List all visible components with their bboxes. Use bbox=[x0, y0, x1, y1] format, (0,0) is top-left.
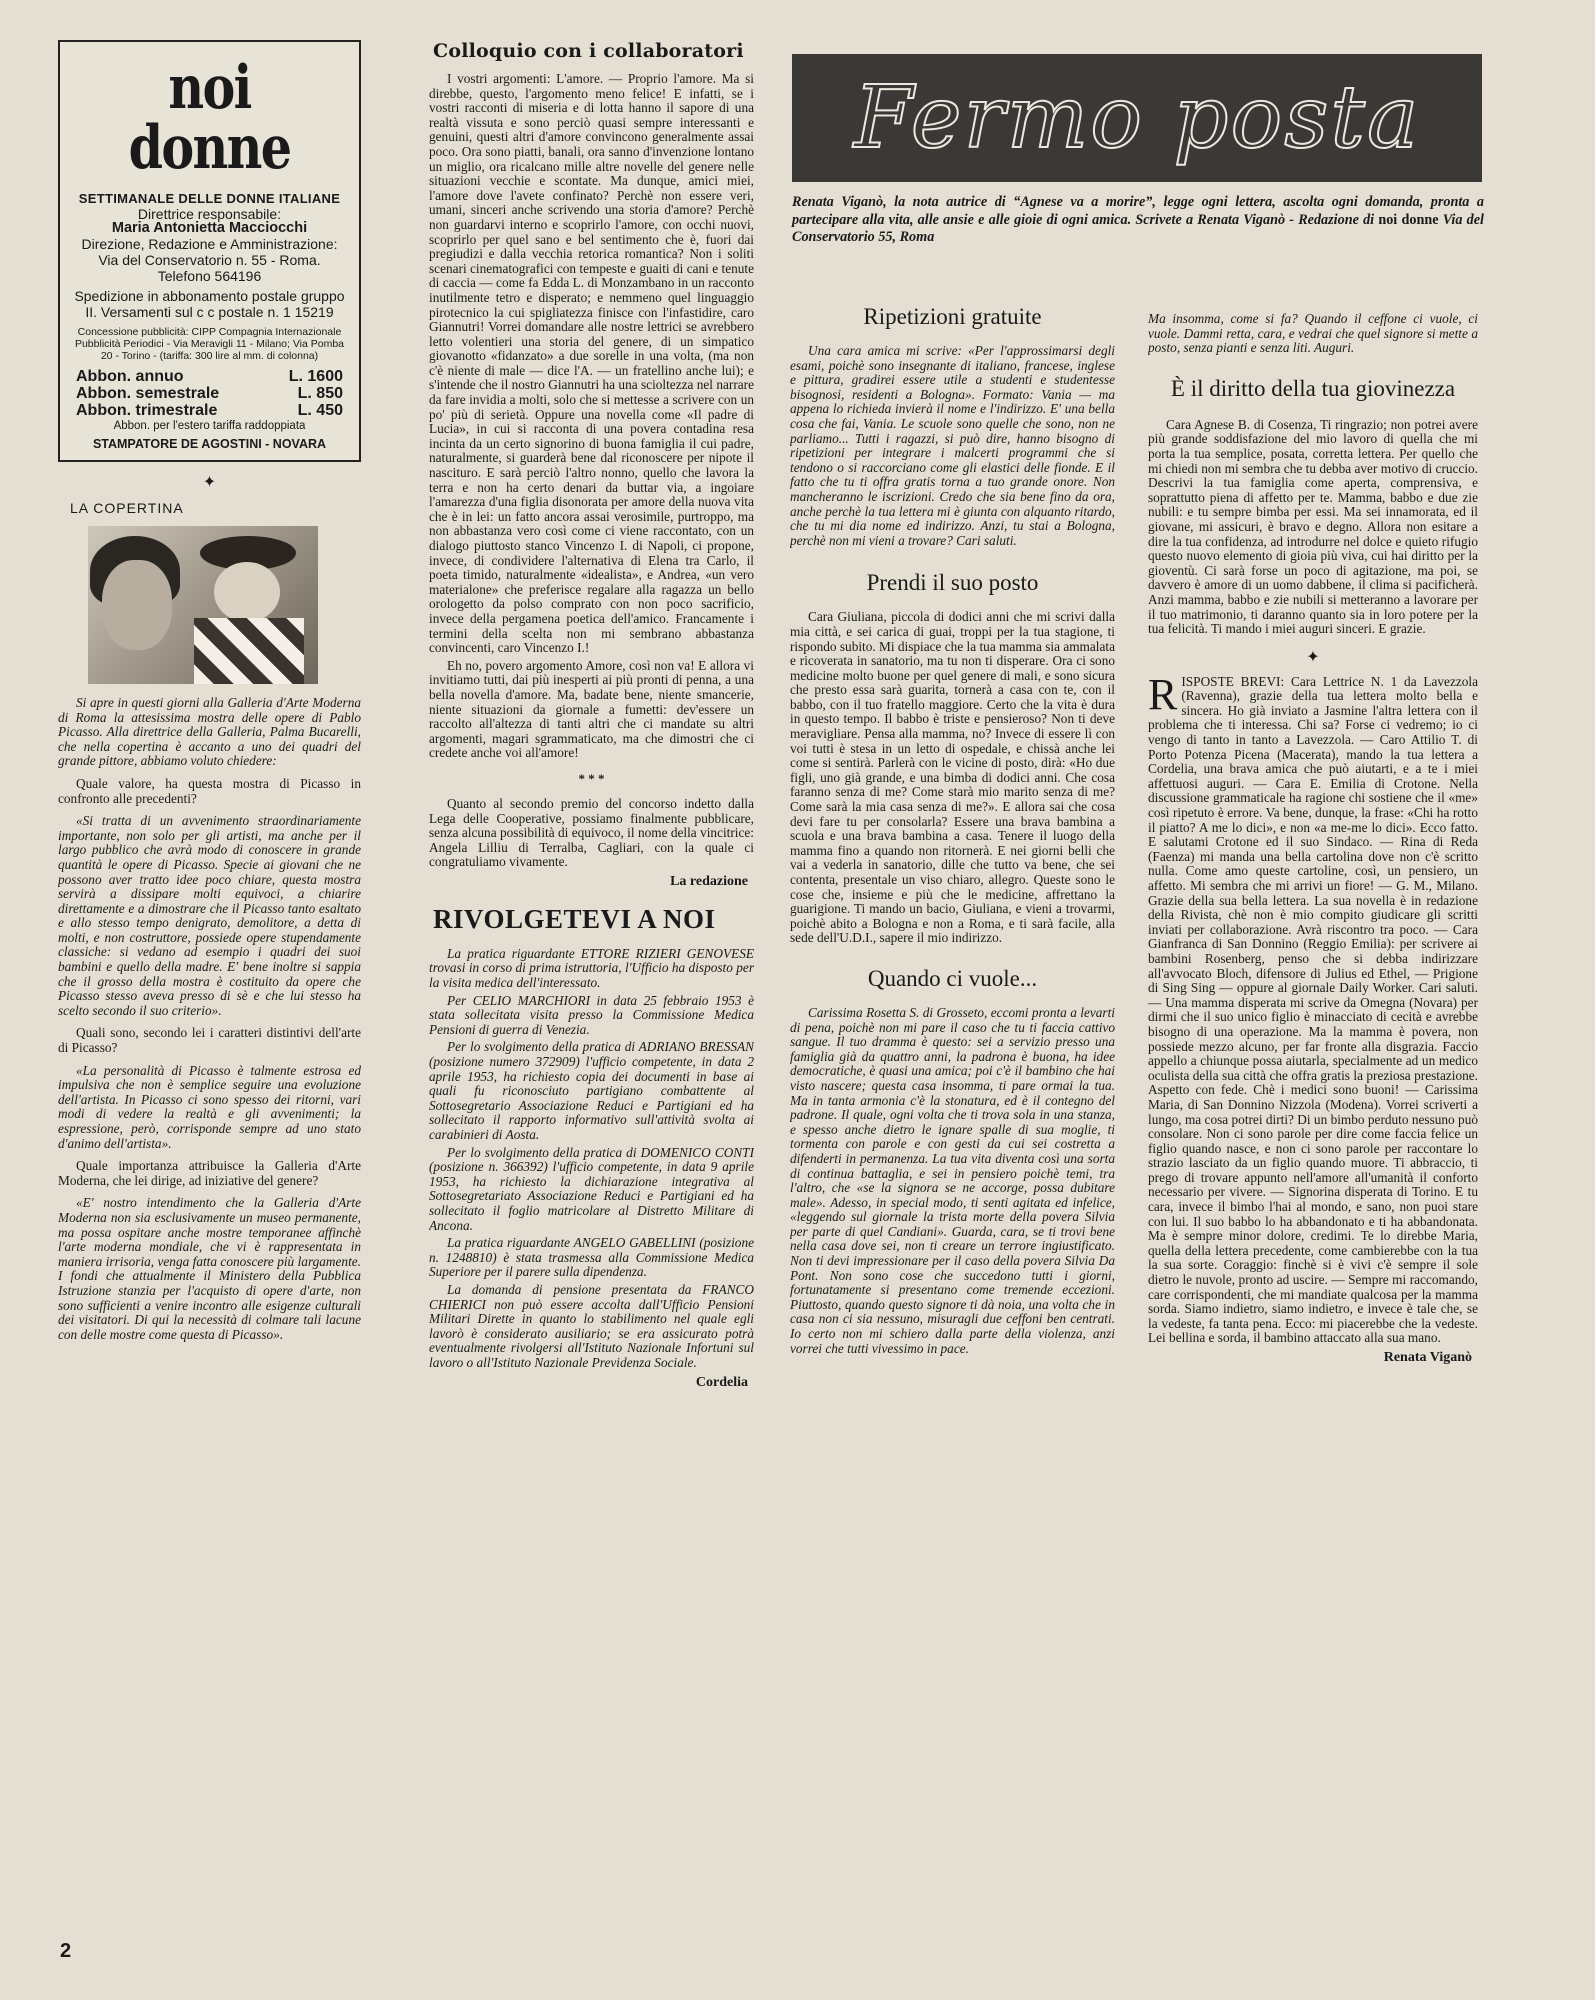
risposte-brevi: RISPOSTE BREVI: Cara Lettrice N. 1 da Lavezzola (Ravenna), grazie della tua lettera molto bella e sincera. Ho già inviato a Jasmine l'altra lettera con il problema che ti interessa. Chi sa? Forse ci vedremo; io ci vengo di tanto in tanto a Lavezzola. — Caro Attilio T. di Porto Potenza Picena (Macerata), mando la tua lettera a Cordelia, una brava amica che può aiutarti, e a te i miei affettuosi auguri. — Cara E. Emilia di Crotone. Nella discussione grammaticale ha ragione chi sostiene che il «me» così ripetuto è errore. Va bene, dunque, la frase: «Chi ha rotto il piatto? A me lo dici», e non «a me-me lo dici». Ecco fatto. E salutami Crotone ed il suo Sindaco. — Rina di Reda (Faenza) mi manda una bella cartolina dove non c'è scritto nulla. Come amo queste cartoline, così, un pensiero, un affetto. Mi sembra che mi arrivi un fiore! — G. M., Milano. Grazie della sua bella lettera. La sua novella è in redazione della Rivista, chè non è mio compito giudicare gli scritti inviati per collaborazione. Avrà riscontro tra poco. — Cara Gianfranca di San Donnino (Reggio Emilia): per scrivere ai bambini Rosenberg, penso che si debba indirizzare all'avvocato Bloch, difensore di Julius ed Ethel, — Prigione di Sing Sing — oppure al giornale Daily Worker. Cari saluti. — Una mamma disperata mi scrive da Omegna (Novara) per dirmi che il suo unico figlio è minacciato di cecità e avrebbe bisogno di una operazione. Ma la mamma è povera, non possiede mezzo alcuno, per far fronte alla disgrazia. Faccio appello a chiunque possa aiutarla, specialmente ad un medico oculista della sua città che offra gratis la preziosa prestazione. Aspetto con fede. Chè i medici sono buoni! — Carissima Maria, di San Donnino Nizzola (Modena). Vorrei scriverti a lungo, ma cosa potrei dirti? Di un bimbo perduto nessuno può consolare. Non ci sono parole per dire come faccia felice un figlio quando nasce, e non ci sono parole per raccontare lo strazio lasciato da un figlio quando muore. Ti abbraccio, ti prego di trovare appunto nell'amore all'umanità il conforto necessario per vivere. — Signorina disperata di Torino. E tu cara, invece il bimbo l'hai al mondo, e sano, non puoi stare con lui. Il suo babbo lo ha abbandonato e ti ha abbandonata. Ma è sempre minor dolore, credimi. Te lo direbbe Maria, quella della lettera precedente, come cambierebbe con la tua la sua sorte. Coraggio: finchè si è vivi c'è sempre il sole dietro le nuvole, pronto ad uscire. — Sempre mi raccomando, care corrispondenti, che mi mandiate qualcosa per la mamma sorda. Siamo indietro, siamo indietro, e invece è tale che, se la vedeste, fa tanta pena. Ecco: mi piacerebbe che la vedeste. Lei bellina e sorda, il bambino attaccato alla sua mano. bbox=[1148, 669, 1478, 1346]
interview-question: Quale importanza attribuisce la Galleria d'Arte Moderna, che lei dirige, ad iniziative del genere? bbox=[58, 1158, 361, 1188]
drop-cap: R bbox=[1148, 669, 1178, 719]
separator-stars: * * * bbox=[578, 770, 605, 786]
column-1 bbox=[58, 40, 361, 1930]
interview-intro: Si apre in questi giorni alla Galleria d'Arte Moderna di Roma la attesissima mostra delle opere di Pablo Picasso. Alla direttrice della Galleria, Palma Bucarelli, che nella copertina è accanto a uno dei quadri del grande pittore, abbiamo voluto chiedere: bbox=[58, 694, 361, 769]
magazine-page bbox=[55, 40, 1485, 1970]
letter-reply: Una cara amica mi scrive: «Per l'approssimarsi degli esami, poichè sono insegnante di italiano, francese, inglese e pittura, gradirei essere utile a studenti e studentesse bisognosi, residenti a Bologna». Formato: Vania — ma appena lo richieda invierà il nome e l'indirizzo. E' una bella cosa che fai, Vania. Le scuole sono quelle che sono, non ne parliamo... Tutti i ragazzi, si può dire, hanno bisogno di ripetizioni per integrare i malcerti programmi che si tendono o si raccorciano come gli elastici delle fionde. E il fatto che tu ti offra gratis torna a tuo grande onore. Non mancheranno le iscrizioni. Credo che sia bene fino da ora, anche perchè la tua lettera mi è giunta con alquanto ritardo, che tu mi dia nome ed indirizzo. Anzi, tu stai a Bologna, perchè non mi vieni a trovare? Cari saluti. bbox=[790, 343, 1115, 548]
signature: Cordelia bbox=[695, 1374, 748, 1390]
banner-title: Fermo posta bbox=[853, 68, 1421, 168]
article-paragraph: I vostri argomenti: L'amore. — Proprio l'amore. Ma si direbbe, questo, l'argomento meno felice! E infatti, se i vostri racconti di miseria e di lotta hanno il sapore di una realtà vissuta e sono perciò quasi sempre interessanti e genuini, questi altri d'amore convincono generalmente assai poco. Ora sono piatti, banali, ora sanno d'invenzione lontano un miglio, ora ricalcano mille altre novelle del genere nelle situazioni vecchie e scontate. Ma dunque, amici miei, l'amore dove l'avete confinato? Perchè non essere veri, umani, sinceri anche scrivendo una storia d'amore? Perchè non guardarvi interno e scoprirlo l'amore, con occhi nuovi, scoprirlo per quel sano e bel sentimento che è, fuori dai pregiudizi e dalla vecchia retorica romantica? Non i soliti scenari cinematografici con tempeste e guaiti di cani e tenute di caccia — come fa Edda L. di Monzambano in un racconto inutilmente tetro e disperato; e nemmeno quel linguaggio pirotecnico la cui spigliatezza finisce con l'infastidire, caro Giannutri! Vorrei domandare alle nostre lettrici se avrebbero letto volentieri una storia del genere, di un simpatico giovanotto «fidanzato» a due sorelle in una volta, (ma non c'è niente di male — dice l'A. — un fratellino anche lui); e s'intende che il nostro Giannutri ha una scioltezza nel narrare da fare invidia a molti, solo che si mettesse a scrivere con un po' più di serietà. Oppure una novella come «Il padre di Lucia», in cui si racconta di una povera contadina resa incinta da un certo signorino di buona famiglia il cui padre, naturalmente, si guarderà bene dal riconoscere per nipote il nascituro. E sarà perciò l'altro nonno, quello che lavora la terra e non ha certo denari da buttar via, a ingoiare l'amarezza d'una figlia disonorata per amore della nuova vita che è in lei: un fatto ancora assai verosimile, purtroppo, ma non abbastanza vero così come ci viene raccontato, con un dialogo piuttosto stanco Vincenzo I. di Napoli, ci propone, invece, di condividere l'alternativa di Elena tra Carlo, il poeta timido, naturalmente «idealista», e Andrea, «un vero materialone» che preferisce regalare alla ragazza un bello orologetto da polso comprato con non poco sacrificio, invece della pergamena poetica dell'amico. Francamente i termini della scelta non mi sembrano abbastanza convincenti, caro Vincenzo I.! bbox=[429, 71, 754, 656]
masthead-box bbox=[58, 40, 361, 462]
abbon-row: Abbon. annuo L. 1600 bbox=[76, 367, 343, 385]
article-paragraph: Eh no, povero argomento Amore, così non va! E allora vi invitiamo tutti, dai più inesperti ai più pronti di penna, a una bella novella d'amore. Ma, badate bene, niente smancerie, niente situazioni da giornale a fumetti: dev'essere un raccolto all'altezza di tanti altri che ci mandate su altri argomenti, magari sgrammaticato, ma che dimostri che ci credete anche voi all'amore! bbox=[429, 657, 754, 761]
rivolgetevi-title: RIVOLGETEVI A NOI bbox=[433, 903, 716, 934]
letter-reply: Carissima Rosetta S. di Grosseto, eccomi pronta a levarti di pena, poichè non mi pare il caso che tu ti faccia cattivo sangue. Il tuo dramma è questo: sei a servizio presso una famiglia già da quattro anni, la padrona è buona, ha idee democratiche, è quasi una amica; poi c'è il bambino che hai visto nascere; questa casa insomma, ti pare ormai la tua. Ma in tanta armonia c'è la stonatura, ed è il contegno del padrone. Il quale, ogni volta che ti trova sola in una stanza, e spesso anche dietro le ignare spalle di sua moglie, ti tormenta con parole e con gesti da cui sei costretta a difenderti in permanenza. La tua vita diventa così una sorta di continua battaglia, e sei in pensiero poichè temi, tra l'altro, che «se la signora se ne accorge, possa dubitare male». Adesso, in special modo, ti senti agitata ed infelice, «leggendo sul giornale la trista morte della povera Silvia per parte di quel Candiani». Guarda, cara, se ti trovi bene nella casa dove sei, non ti creare un terrore ingiustificato. Non ti devi impressionare per il caso della povera Silvia Da Pont. Non sono cose che succedono tutti i giorni, fortunatamente si presentano come tremende eccezioni. Piuttosto, quando questo signore ti dà noia, una volta che in casa non ci sia nessuno, misuragli due ceffoni ben centrati. Io certo non mi schiero dalla parte della violenza, anzi vorrei che tutti vivessimo in pace. bbox=[790, 1004, 1115, 1356]
notice-paragraph: Per CELIO MARCHIORI in data 25 febbraio 1953 è stata sollecitata visita presso la Commissione Medica Pensioni di guerra di Venezia. bbox=[429, 992, 754, 1037]
column-3 bbox=[790, 292, 1115, 1932]
abbon-row: Abbon. trimestrale L. 450 bbox=[76, 401, 343, 419]
signature: Renata Viganò bbox=[1383, 1350, 1472, 1365]
interview-question: Quali sono, secondo lei i caratteri distintivi dell'arte di Picasso? bbox=[58, 1025, 361, 1056]
separator-ornament: ✦ bbox=[1306, 648, 1320, 666]
interview-answer: «La personalità di Picasso è talmente estrosa ed impulsiva che non è semplice seguire una evoluzione dell'artista. In Picasso ci sono spesso dei ritorni, vari modi di vedere la realtà e gli avvenimenti; la espressione, però, corrisponde sempre ad uno stato d'animo dell'artista». bbox=[58, 1062, 361, 1151]
masthead-title: noi donne bbox=[128, 53, 291, 183]
interview-answer: «E' nostro intendimento che la Galleria d'Arte Moderna non sia esclusivamente un museo permanente, ma possa ospitare anche mostre temporanee affinchè l'arte moderna mondiale, che vi è rappresentata in maniera irrisoria, venga fatta conoscere più largamente. I fondi che attualmente il Ministero della Pubblica Istruzione stanzia per l'acquisto di opere d'arte, non sono sufficienti a venire incontro alle esigenze culturali dei visitatori. Di qui la necessità di colmare tali lacune con delle mostre come questa di Picasso». bbox=[58, 1195, 361, 1342]
concessione-text: Concessione pubblicità: CIPP Compagnia Internazionale Pubblicità Periodici - Via Meravigli 11 - Milano; Via Pomba 20 - Torino - (tariffa: 300 lire al mm. di colonna) bbox=[74, 325, 345, 362]
notice-paragraph: La domanda di pensione presentata da FRANCO CHIERICI non può essere accolta dall'Ufficio Pensioni Militari Dirette in quanto lo stabilimento nel quale egli lavorò è considerato ausiliario; se era assicurato potrà eventualmente rivolgersi all'Istituto Nazionale Infortuni sul lavoro o all'Istituto Nazionale Previdenza Sociale. bbox=[429, 1281, 754, 1370]
address-text: Direzione, Redazione e Amministrazione: Via del Conservatorio n. 55 - Roma. Telefono 564196 bbox=[81, 235, 338, 284]
masthead-subtitle: SETTIMANALE DELLE DONNE ITALIANE bbox=[78, 191, 341, 206]
section-heading: Prendi il suo posto bbox=[866, 570, 1039, 596]
signature: La redazione bbox=[670, 873, 748, 889]
director-name: Maria Antonietta Macciocchi bbox=[111, 220, 308, 237]
page-number: 2 bbox=[60, 1940, 72, 1962]
spedizione-text: Spedizione in abbonamento postale gruppo II. Versamenti sul c c postale n. 1 15219 bbox=[74, 287, 345, 320]
section-heading: È il diritto della tua giovinezza bbox=[1170, 375, 1456, 401]
letter-reply: Cara Giuliana, piccola di dodici anni che mi scrivi dalla mia città, e sei carica di guai, troppi per la tua stagione, ti rispondo subito. Mi dispiace che la tua mamma sia ammalata e ricoverata in sanatorio, ma tu non ti disperare. Ora ci sono medicine molto buone per quel genere di mali, e sono sicura che presto essa sarà guarita, tornerà a casa con te, con il babbo, con il tuo fratello maggiore. Certo che la vita è dura in questo tempo. Il babbo è triste e pensieroso? Non ti deve meravigliare. Pensa alla mamma, no? Invece di essere lì con voi tutti è stesa in un letto di ospedale, e chissà anche lei come si sentirà. Parlerà con le vicine di posto, dirà: «Ho due figli, uno già grande, e una bimba di dodici anni. Che cosa faranno senza di me? Come starà mio marito senza di me? Come sarà la mia casa senza di me?». E allora sai che cosa devi fare tu per consolarla? Essere una brava bambina a scuola e una brava bambina a casa. Tenere il luogo della mamma fino a quando non ritornerà. E nei giorni belli che vai a vederla in sanatorio, dille che tutto va bene, che sei contenta, presentale un viso chiaro, allegro. Queste sono le cose che, insieme e più che le medicine, affrettano la guarigione. Ti mando un bacio, Giuliana, e vieni a trovarmi, poichè abito a Bologna e non a Roma, e ti sarà facile, alla sede dell'U.D.I., sapere il mio indirizzo. bbox=[790, 609, 1115, 946]
letter-continuation: Ma insomma, come si fa? Quando il ceffone ci vuole, ci vuole. Dammi retta, cara, e vedrai che quel signore si mette a posto, senza pianti e senza liti. Auguri. bbox=[1148, 312, 1478, 356]
notice-paragraph: Per lo svolgimento della pratica di ADRIANO BRESSAN (posizione numero 372909) l'ufficio competente, in data 2 aprile 1953, ha richiesto copia dei documenti in base ai quali fu riconosciuto partigiano combattente al Sottosegretario Associazione Reduci e Partigiani ed ha sollecitato il rapporto informativo sull'attività svolta ai carabinieri di Aosta. bbox=[429, 1039, 754, 1142]
letter-reply: Cara Agnese B. di Cosenza, Ti ringrazio; non potrei avere più grande soddisfazione del mio lavoro di quella che mi porta la tua semplice, posata, corretta lettera. Per quello che mi chiedi non mi sembra che tu debba aver motivo di cruccio. Descrivi la tua famiglia come aperta, comprensiva, e soprattutto piena di affetto per te. Mamma, babbo e due zie nubili: e tu sempre bimba per essi. Ma sei innamorata, ed il giovane, mi assicuri, è bravo e degno. Allora non esitare a dire la tua confidenza, ad introdurre nel dolce e quieto rifugio questo nuovo elemento di gioia più viva, cui hai diritto per la gioventù. Ci sarà forse un poco di agitazione, ma poi, se davvero è amore di un uomo dabbene, il clima si pacificherà. Anzi mamma, babbo e zie nubili si metteranno a lavorare per il tuo matrimonio, ti daranno quanto sia in loro potere per la tua felicità. Ti mando i miei auguri sinceri. E grazie. bbox=[1148, 416, 1478, 637]
interview-answer: «Si tratta di un avvenimento straordinariamente importante, non solo per gli artisti, ma anche per il largo pubblico che avrà modo di conoscere in grande quantità le opere di Picasso. Specie ai giovani che ne possono aver tratto idee poco chiare, questa mostra servirà a dissipare molti equivoci, a chiarire direttamente e a dimostrare che il Picasso tanto esaltato e allo stesso tempo denigrato, demolitore, a detta di molti, e non costruttore, possiede opere stupendamente classiche: si vedano ad esempio i quadri dei suoi bambini e quello della madre. E' bene inoltre si sappia che il grosso della mostra è costituito da opere che Picasso stesso aveva presso di sè e che lui stesso ha scelto secondo il suo criterio». bbox=[58, 813, 361, 1018]
article-paragraph: Quanto al secondo premio del concorso indetto dalla Lega delle Cooperative, possiamo finalmente pubblicare, senza alcuna possibilità di equivoco, il nome della vincitrice: Angela Lilliu di Terralba, Cagliari, con la quale ci congratuliamo vivamente. bbox=[429, 795, 754, 870]
column-4 bbox=[1148, 312, 1478, 1932]
column-2 bbox=[429, 40, 754, 1930]
abbon-note: Abbon. per l'estero tariffa raddoppiata bbox=[113, 419, 306, 432]
cover-photo bbox=[88, 526, 318, 684]
notice-paragraph: Per lo svolgimento della pratica di DOMENICO CONTI (posizione n. 366392) l'ufficio competente, in data 9 aprile 1953, ha richiesto la dichiarazione integrativa al Sottosegretariato Associazione Reduci e Partigiani ed ha sollecitato il foglio matricolare al Distretto Militare di Ancona. bbox=[429, 1144, 754, 1233]
stampatore: STAMPATORE DE AGOSTINI - NOVARA bbox=[92, 437, 327, 452]
director-label: Direttrice responsabile: bbox=[137, 205, 282, 222]
abbon-table bbox=[72, 368, 347, 419]
interview-question: Quale valore, ha questa mostra di Picasso in confronto alle precedenti? bbox=[58, 775, 361, 806]
section-heading: Ripetizioni gratuite bbox=[863, 304, 1042, 329]
notice-paragraph: La pratica riguardante ANGELO GABELLINI (posizione n. 1248810) è stata trasmessa alla Commissione Medica Superiore per il parere sulla dipendenza. bbox=[429, 1235, 754, 1280]
abbon-row: Abbon. semestrale L. 850 bbox=[76, 384, 343, 402]
column-description: Renata Viganò, la nota autrice di “Agnese va a morire”, legge ogni lettera, ascolta ogni domanda, pronta a partecipare alla vita, alle ansie e alle gioie di ogni amica. Scrivete a Renata Viganò - Redazione di noi donne Via del Conservatorio 55, Roma bbox=[792, 194, 1484, 246]
separator-ornament: ✦ bbox=[202, 473, 217, 491]
section-title: Colloquio con i collaboratori bbox=[433, 40, 744, 62]
section-heading: Quando ci vuole... bbox=[867, 965, 1038, 991]
fermo-posta-banner bbox=[792, 54, 1482, 182]
copertina-heading: LA COPERTINA bbox=[70, 499, 184, 516]
notice-paragraph: La pratica riguardante ETTORE RIZIERI GENOVESE trovasi in corso di prima istruttoria, l'Ufficio ha disposto per la visita medica dell'interessato. bbox=[429, 945, 754, 991]
